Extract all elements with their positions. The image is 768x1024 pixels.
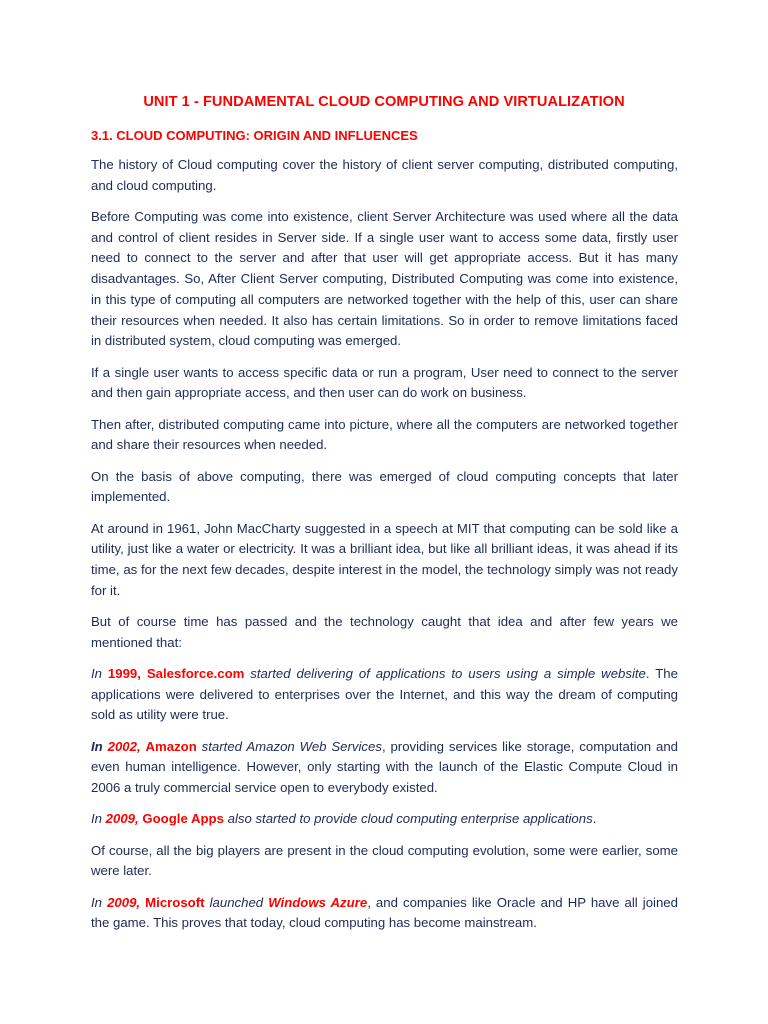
italic-phrase: started delivering of applications to users using a simple website — [250, 665, 646, 681]
paragraph-2009-google — [91, 809, 678, 830]
year: 1999, — [107, 665, 141, 681]
paragraph: If a single user wants to access specific data or run a program, User need to connect to the server and then gain appropriate access, and then user can do work on business. — [91, 364, 678, 401]
year: 2009, — [107, 894, 141, 910]
in-word: In — [91, 738, 103, 754]
in-word: In — [91, 665, 102, 681]
italic-phrase: launched — [209, 894, 264, 910]
paragraph: Then after, distributed computing came into picture, where all the computers are networked together and share their resources when needed. — [91, 416, 678, 453]
paragraph: At around in 1961, John MacCharty suggested in a speech at MIT that computing can be sold like a utility, just like a water or electricity. It was a brilliant idea, but like all brilliant ideas, it was ahead if its time, as for the next few decades, despite interest in the model, the technology simply was not ready for it. — [91, 520, 678, 598]
year: 2002, — [107, 738, 141, 754]
in-word: In — [91, 894, 102, 910]
paragraph-rest: . — [592, 811, 597, 827]
paragraph-2002 — [91, 737, 678, 799]
document-body — [91, 155, 678, 945]
paragraph: Of course, all the big players are present in the cloud computing evolution, some were earlier, some were later. — [91, 842, 678, 879]
in-word: In — [91, 811, 102, 827]
paragraph: But of course time has passed and the technology caught that idea and after few years we mentioned that: — [91, 613, 678, 650]
company-name: Microsoft — [145, 894, 205, 910]
italic-phrase: also started to provide cloud computing enterprise applications — [227, 811, 593, 827]
paragraph-rest: , and companies like Oracle and HP have all joined the game. This proves that today, cloud computing has become mainstream. — [91, 894, 678, 931]
document-title: UNIT 1 - FUNDAMENTAL CLOUD COMPUTING AND VIRTUALIZATION — [143, 94, 625, 110]
section-heading: 3.1. CLOUD COMPUTING: ORIGIN AND INFLUENCES — [91, 128, 418, 143]
paragraph-rest: , providing services like storage, computation and even human intelligence. However, only starting with the launch of the Elastic Compute Cloud in 2006 a truly commercial service open to everybody existed. — [91, 738, 678, 796]
paragraph-1999 — [91, 664, 678, 726]
company-name: Salesforce.com — [146, 665, 245, 681]
company-name: Google Apps — [142, 811, 224, 827]
year: 2009, — [105, 811, 139, 827]
product-name: Windows Azure — [268, 894, 368, 910]
paragraph: On the basis of above computing, there was emerged of cloud computing concepts that later implemented. — [91, 468, 678, 505]
paragraph: Before Computing was come into existence, client Server Architecture was used where all the data and control of client resides in Server side. If a single user want to access some data, firstly user need to connect to the server and after that user will get appropriate access. But it has many disadvantages. So, After Client Server computing, Distributed Computing was come into existence, in this type of computing all computers are networked together with the help of this, user can share their resources when needed. It also has certain limitations. So in order to remove limitations faced in distributed system, cloud computing was emerged. — [91, 209, 678, 349]
italic-phrase: started Amazon Web Services — [201, 738, 382, 754]
paragraph: The history of Cloud computing cover the history of client server computing, distributed computing, and cloud computing. — [91, 157, 678, 193]
paragraph-rest: . The applications were delivered to enterprises over the Internet, and this way the dream of computing sold as utility were true. — [91, 665, 678, 723]
paragraph-2009-microsoft — [91, 893, 678, 934]
company-name: Amazon — [145, 738, 197, 754]
